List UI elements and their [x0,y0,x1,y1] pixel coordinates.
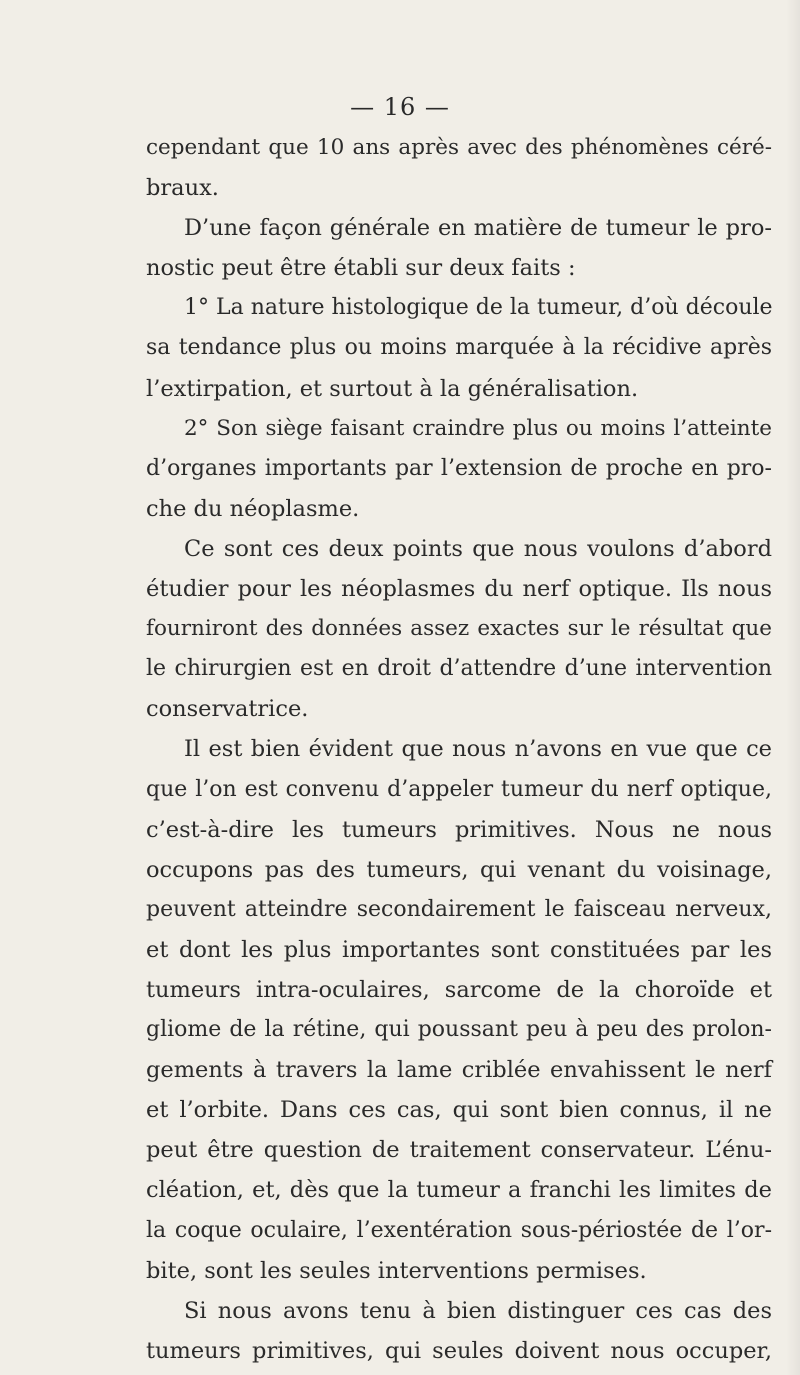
text-line: gliome de la rétine, qui poussant peu à peu des prolon- [146,1017,772,1043]
text-line: che du néoplasme. [146,495,360,522]
text-line: bite, sont les seules interventions permises. [146,1257,647,1284]
text-line: peuvent atteindre secondairement le faisceau nerveux, [146,896,772,922]
text-line: gements à travers la lame criblée envahissent le nerf [146,1057,772,1084]
text-line: fourniront des données assez exactes sur le résultat que [146,616,772,642]
text-line: Ce sont ces deux points que nous voulons d’abord [184,535,772,562]
text-line: tumeurs intra-oculaires, sarcome de la choroïde et [146,976,772,1003]
text-line: la coque oculaire, l’exentération sous-périostée de l’or- [146,1217,772,1243]
text-line: peut être question de traitement conservateur. L’énu- [146,1137,772,1164]
text-line: conservatrice. [146,696,309,723]
page-edge-shadow [786,0,800,1375]
text-line: braux. [146,175,219,202]
body-text [146,128,772,1371]
text-line: occupons pas des tumeurs, qui venant du voisinage, [146,856,772,883]
text-line: le chirurgien est en droit d’attendre d’une intervention [146,656,772,682]
text-line: 2° Son siège faisant craindre plus ou moins l’atteinte [184,415,772,441]
text-line: tumeurs primitives, qui seules doivent nous occuper, [146,1337,772,1364]
text-line: Si nous avons tenu à bien distinguer ces cas des [184,1297,772,1324]
text-line: 1° La nature histologique de la tumeur, d’où découle [184,295,773,321]
text-line: étudier pour les néoplasmes du nerf optique. Ils nous [146,576,772,603]
text-line: et dont les plus importantes sont constituées par les [146,936,772,963]
page-number: — 16 — [350,93,450,121]
text-line: cléation, et, dès que la tumeur a franchi les limites de [146,1177,772,1204]
text-line: nostic peut être établi sur deux faits : [146,255,576,282]
text-line: l’extirpation, et surtout à la généralisation. [146,375,639,402]
text-line: cependant que 10 ans après avec des phénomènes céré- [146,135,772,160]
text-line: c’est-à-dire les tumeurs primitives. Nous ne nous [146,816,772,843]
text-line: d’organes importants par l’extension de proche en pro- [146,455,772,481]
text-line: Il est bien évident que nous n’avons en vue que ce [184,736,772,763]
text-line: D’une façon générale en matière de tumeur le pro- [184,215,772,242]
text-line: et l’orbite. Dans ces cas, qui sont bien connus, il ne [146,1097,772,1124]
text-line: que l’on est convenu d’appeler tumeur du nerf optique, [146,776,772,802]
text-line: sa tendance plus ou moins marquée à la récidive après [146,335,772,361]
